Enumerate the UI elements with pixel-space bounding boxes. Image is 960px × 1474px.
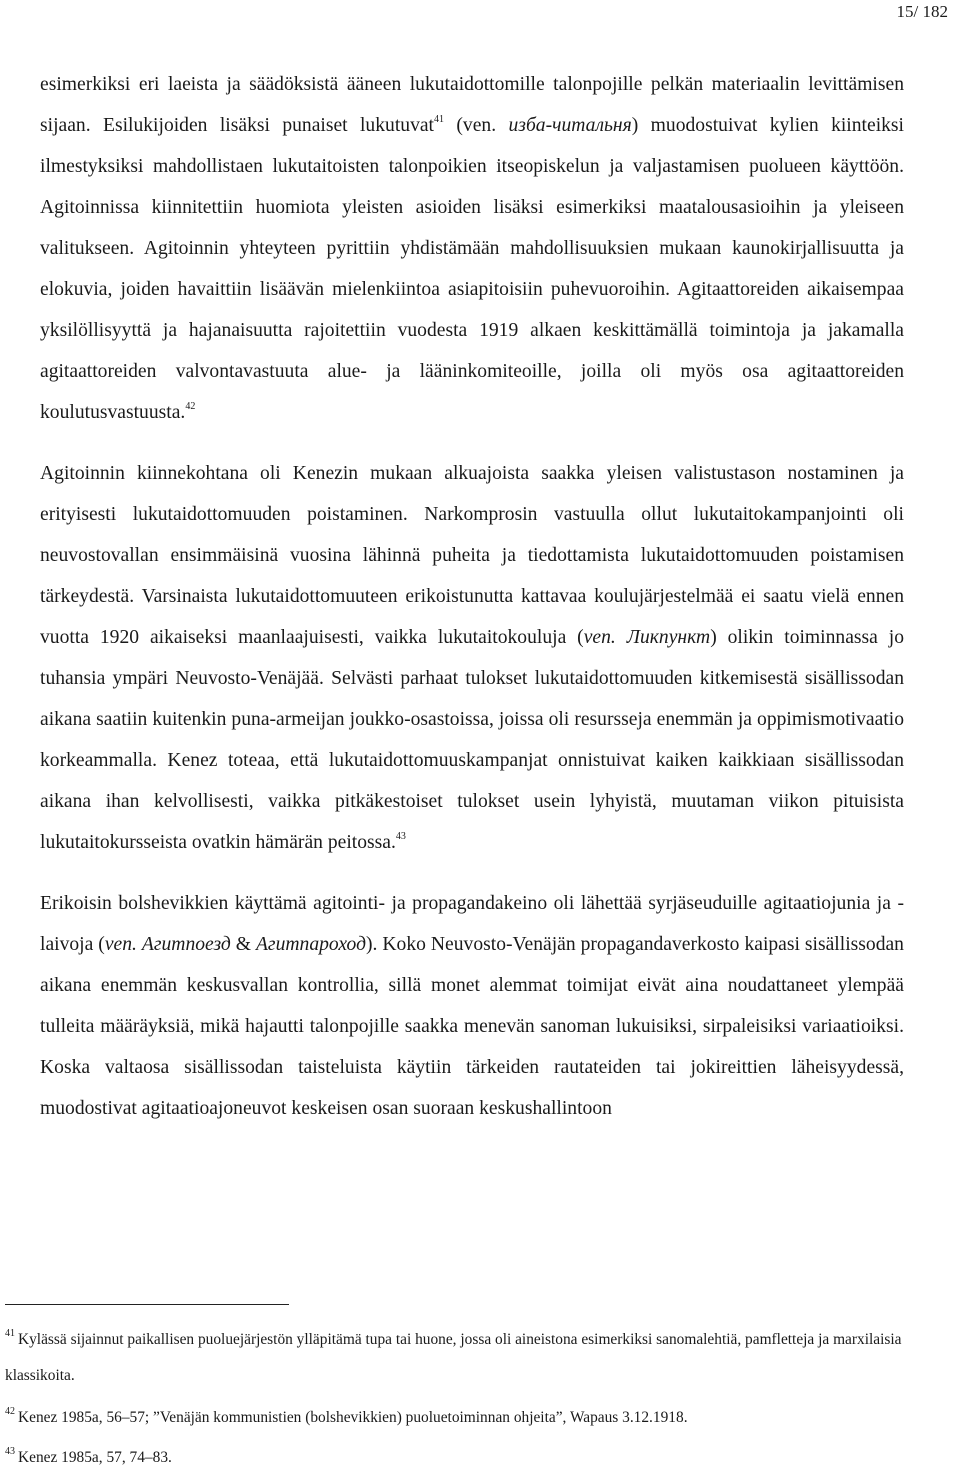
footnote-number: 41 [5,1328,15,1339]
footnote-divider [5,1304,289,1305]
paragraph-text: ). Koko Neuvosto-Venäjän propagandaverkosto kaipasi sisällissodan aikana enemmän keskusvallan kontrollia, sillä monet alemmat toimijat eivät aina noudattaneet ylempää tulleita määräyksiä, mikä hajautti talonpojille saakka menevän sanoman lukuisiksi, sirpaleisiksi variaatioiksi. Koska valtaosa sisällissodan taisteluista käytiin tärkeiden rautateiden tai jokireittien läheisyydessä, muodostivat agitaatioajoneuvot keskeisen osan suoraan keskushallintoon [40,934,904,1119]
footnote-41 [5,1316,935,1394]
russian-term: изба-читальня [508,115,632,136]
footnote-text: Kenez 1985a, 56–57; ”Venäjän kommunistien (bolshevikkien) puoluetoiminnan ohjeita”, Wapaus 3.12.1918. [18,1409,688,1426]
footnote-number: 42 [5,1406,15,1417]
russian-term: ven. Ликпункт [583,627,711,648]
footnote-ref-42[interactable]: 42 [185,401,196,412]
paragraph-text: & [230,934,256,955]
russian-term: ven. Агитпоезд [104,934,231,955]
footnote-43 [5,1436,935,1474]
paragraph-text: (ven. [444,115,509,136]
footnote-text: Kylässä sijainnut paikallisen puoluejärjestön ylläpitämä tupa tai huone, jossa oli aineistona esimerkiksi sanomalehtiä, pamfletteja ja marxilaisia klassikoita. [5,1331,902,1384]
paragraph-text: ) olikin toiminnassa jo tuhansia ympäri Neuvosto-Venäjää. Selvästi parhaat tulokset lukutaidottomuuden kitkemisestä sisällissodan aikana saatiin kuitenkin puna-armeijan joukko-osastoissa, joissa oli resursseja enemmän ja oppimismotivaatio korkeammalla. Kenez toteaa, että lukutaidottomuuskampanjat onnistuivat kaiken kaikkiaan sisällissodan aikana ihan kelvollisesti, vaikka pitkäkestoiset tulokset usein lyhyistä, muutaman viikon pituisista lukutaitokursseista ovatkin hämärän peitossa. [40,627,904,853]
footnotes [5,1316,935,1474]
footnote-ref-41[interactable]: 41 [434,114,445,125]
footnote-ref-43[interactable]: 43 [395,831,406,842]
paragraph-text: esimerkiksi eri laeista ja säädöksistä ääneen lukutaidottomille talonpojille pelkän materiaalin levittämisen sijaan. Esilukijoiden lisäksi punaiset lukutuvat [40,74,904,136]
russian-term: Агитпароход [255,934,366,955]
footnote-text: Kenez 1985a, 57, 74–83. [18,1449,172,1466]
body-text [40,64,904,1129]
paragraph-3 [40,883,904,1129]
paragraph-text: Erikoisin bolshevikkien käyttämä agitointi- ja propagandakeino oli lähettää syrjäseuduille agitaatiojunia ja -laivoja ( [40,893,904,955]
paragraph-2 [40,453,904,863]
page-number: 15/ 182 [896,2,948,21]
paragraph-text: Agitoinnin kiinnekohtana oli Kenezin mukaan alkuajoista saakka yleisen valistustason nostaminen ja erityisesti lukutaidottomuuden poistaminen. Narkomprosin vastuulla ollut lukutaitokampanjointi oli neuvostovallan ensimmäisinä vuosina lähinnä puheita ja tiedottamista lukutaidottomuuden poistamisen tärkeydestä. Varsinaista lukutaidottomuuteen erikoistunutta kattavaa koulujärjestelmää ei saatu vielä ennen vuotta 1920 aikaiseksi maanlaajuisesti, vaikka lukutaitokouluja ( [40,463,904,648]
footnote-42 [5,1394,935,1436]
footnote-number: 43 [5,1446,15,1457]
paragraph-1 [40,64,904,433]
paragraph-text: ) muodostuivat kylien kiinteiksi ilmestyksiksi mahdollistaen lukutaitoisten talonpoikien itseopiskelun ja valjastamisen puolueen käyttöön. Agitoinnissa kiinnitettiin huomiota yleisten asioiden lisäksi esimerkiksi maatalousasioihin ja yleiseen valitukseen. Agitoinnin yhteyteen pyrittiin yhdistämään mahdollisuuksien mukaan kaunokirjallisuutta ja elokuvia, joiden havaittiin lisäävän mielenkiintoa asiapitoisiin puhevuoroihin. Agitaattoreiden aikaisempaa yksilöllisyyttä ja hajanaisuutta rajoitettiin vuodesta 1919 alkaen keskittämällä toimintoja ja jakamalla agitaattoreiden valvontavastuuta alue- ja lääninkomiteoille, joilla oli myös osa agitaattoreiden koulutusvastuusta. [40,115,904,423]
